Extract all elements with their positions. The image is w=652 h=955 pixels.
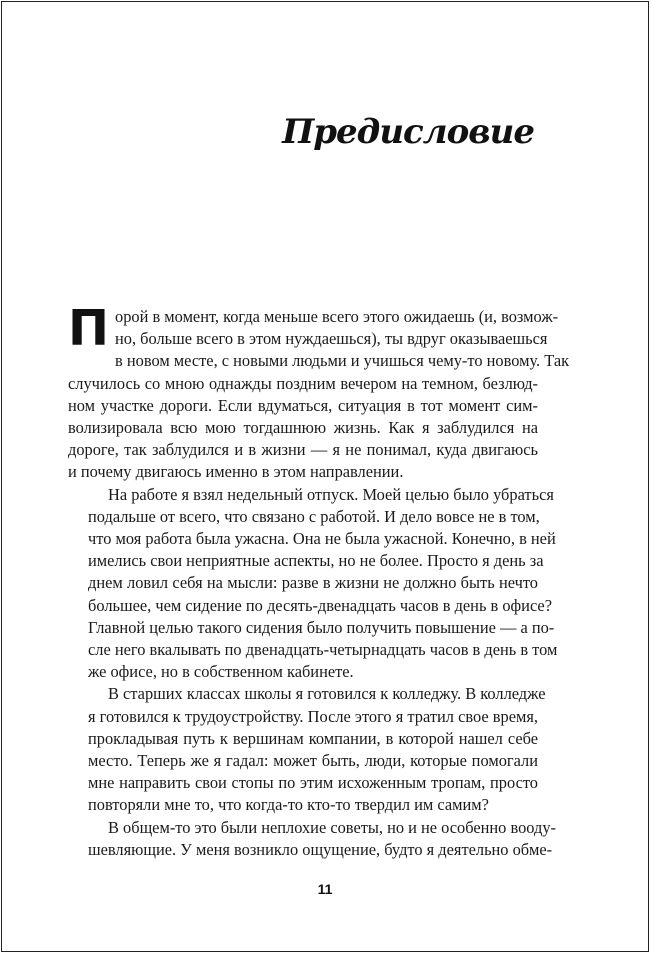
- text-line: Главной целью такого сидения было получить повышение — а по-: [88, 617, 555, 637]
- body-text: [68, 300, 570, 861]
- text-line: же офисе, но в собственном кабинете.: [88, 662, 354, 682]
- text-line: На работе я взял недельный отпуск. Моей целью было убраться: [108, 484, 554, 504]
- text-line: мне направить свои стопы по этим исхоженным тропам, просто: [88, 773, 538, 793]
- text-line: днем ловил себя на мысли: разве в жизни не должно быть нечто: [88, 573, 538, 593]
- text-line: место. Теперь же я гадал: может быть, люди, которые помогали: [88, 751, 538, 771]
- text-line: большее, чем сидение по десять-двенадцать часов в день в офисе?: [88, 595, 552, 615]
- text-line: имелись свои неприятные аспекты, но не более. Просто я день за: [88, 551, 544, 571]
- drop-cap: П: [68, 300, 110, 357]
- paragraph-4: [68, 817, 557, 861]
- text-line: шевляющие. У меня возникло ощущение, будто я деятельно обме-: [88, 839, 553, 859]
- paragraph-1: [68, 300, 570, 484]
- text-line: что моя работа была ужасна. Она не была ужасной. Конечно, в ней: [88, 529, 556, 549]
- chapter-title: Предисловие: [282, 112, 534, 152]
- book-page: [1, 1, 649, 952]
- text-line: прокладывая путь к вершинам компании, в которой нашел себе: [88, 728, 538, 748]
- text-line: случилось со мною однажды поздним вечером на темном, безлюд-: [68, 373, 538, 393]
- text-line: подальше от всего, что связано с работой. И дело вовсе не в том,: [88, 506, 540, 526]
- text-line: сле него вкалывать по двенадцать-четырнадцать часов в день в том: [88, 640, 558, 660]
- text-line: но, больше всего в этом нуждаешься), ты вдруг оказываешься: [115, 329, 548, 349]
- text-line: ном участке дороги. Если вдуматься, ситуация в тот момент сим-: [68, 395, 538, 415]
- text-line: в новом месте, с новыми людьми и учишься чему-то новому. Так: [115, 351, 570, 371]
- text-line: и почему двигаюсь именно в этом направлении.: [68, 462, 404, 482]
- text-line: В общем-то это были неплохие советы, но и не особенно вооду-: [108, 817, 557, 837]
- text-line: В старших классах школы я готовился к колледжу. В колледже: [108, 684, 546, 704]
- text-line: волизировала всю мою тогдашнюю жизнь. Как я заблудился на: [68, 418, 538, 438]
- text-line: орой в момент, когда меньше всего этого ожидаешь (и, возмож-: [115, 307, 559, 326]
- paragraph-3: [68, 683, 546, 816]
- text-line: дороге, так заблудился и в жизни — я не понимал, куда двигаюсь: [68, 440, 538, 460]
- text-line: я готовился к трудоустройству. После этого я тратил свое время,: [88, 706, 538, 726]
- text-line: повторяли мне то, что когда-то кто-то твердил им самим?: [88, 795, 489, 815]
- paragraph-2: [68, 484, 558, 684]
- page-number: 11: [317, 881, 333, 897]
